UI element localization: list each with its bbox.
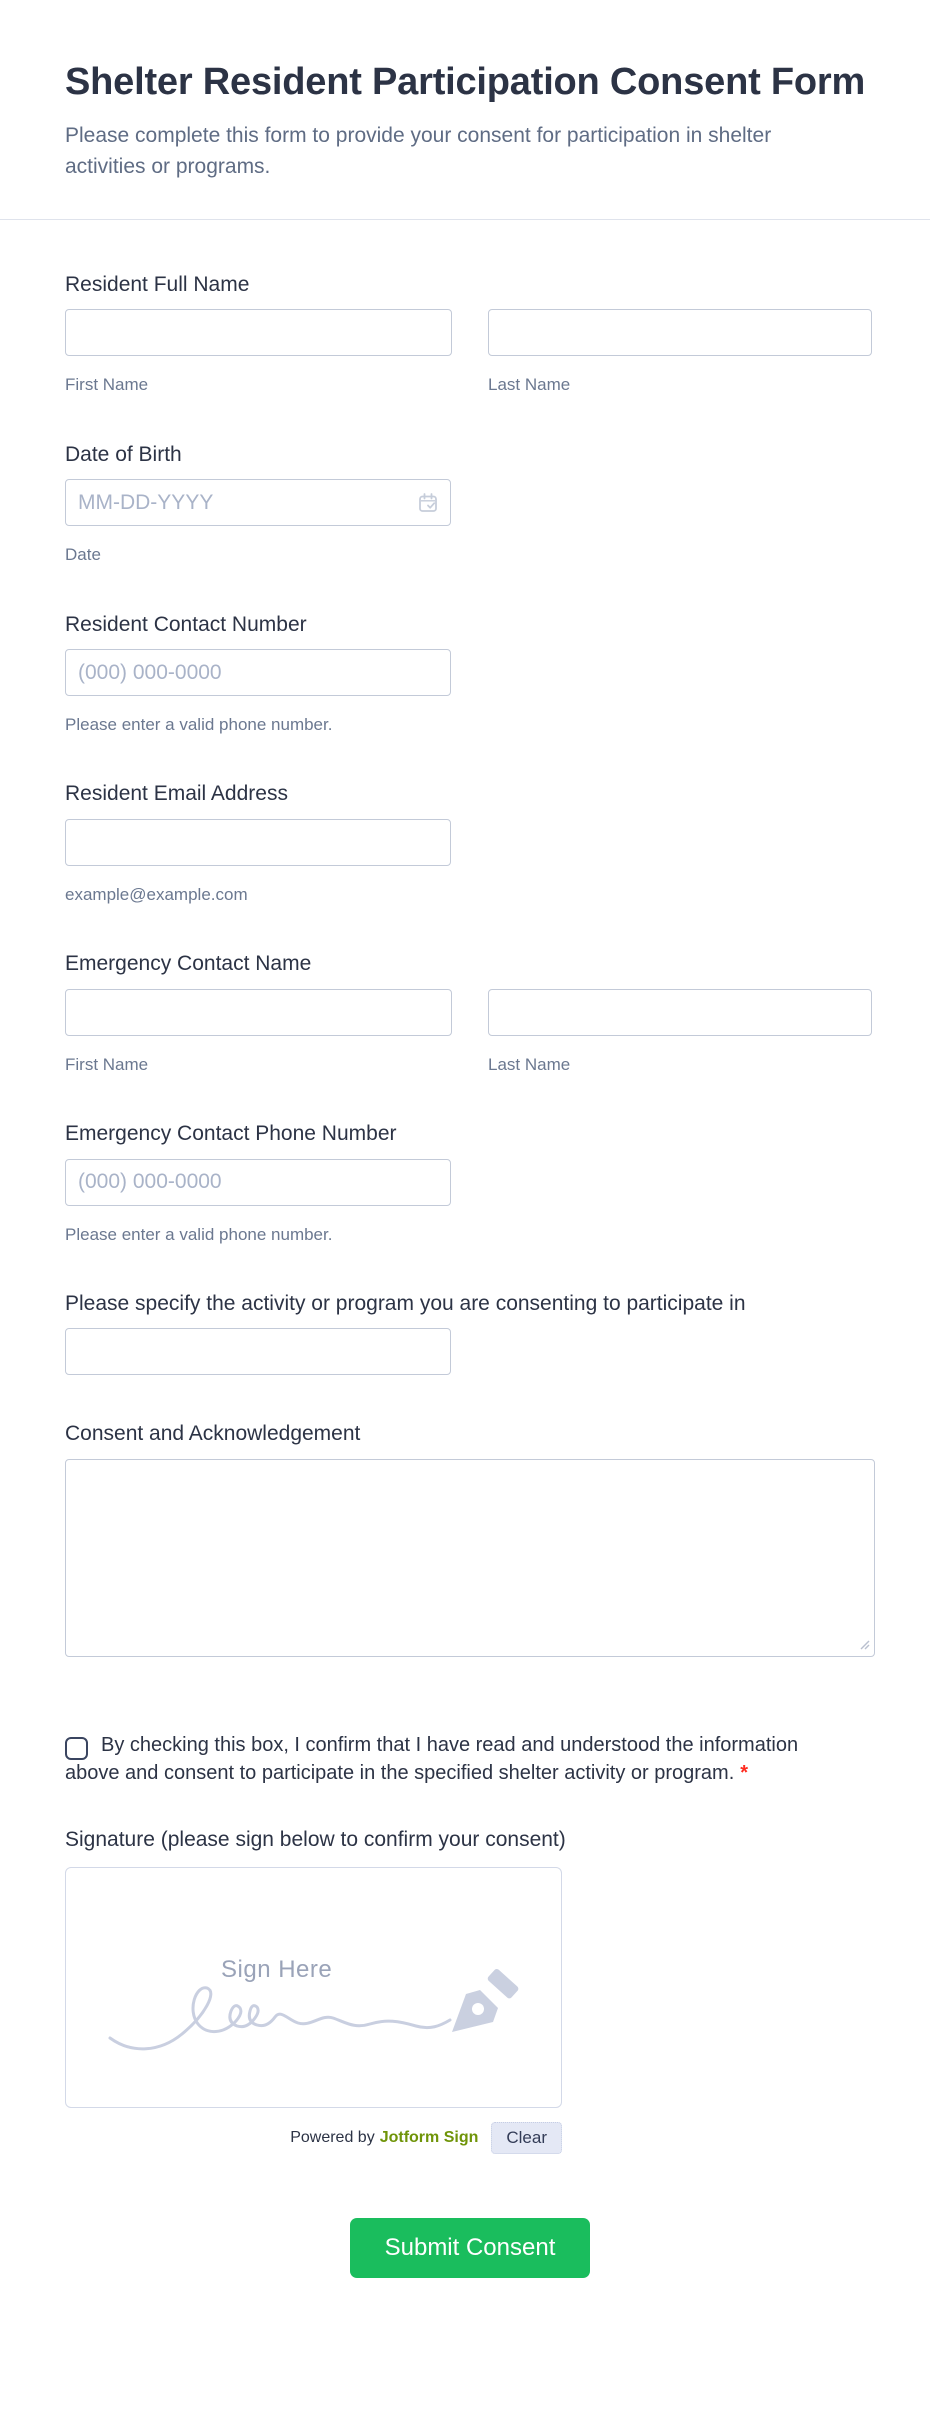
dob-sublabel: Date: [65, 545, 101, 565]
consent-ack-field: [65, 1459, 875, 1657]
form-header: [0, 0, 930, 219]
emergency-phone-label: Emergency Contact Phone Number: [65, 1122, 397, 1146]
contact-number-sublabel: Please enter a valid phone number.: [65, 715, 333, 735]
page-title: Shelter Resident Participation Consent Form: [65, 61, 866, 103]
emergency-last-name-sublabel: Last Name: [488, 1054, 571, 1074]
contact-number-label: Resident Contact Number: [65, 612, 307, 636]
resident-last-name-sublabel: Last Name: [488, 375, 571, 395]
email-label: Resident Email Address: [65, 782, 288, 806]
agreement-paragraph: [65, 1731, 831, 1787]
emergency-first-name-field: [65, 989, 452, 1075]
signature-label: Signature (please sign below to confirm your consent): [65, 1827, 566, 1851]
dob-label: Date of Birth: [65, 442, 182, 466]
signature-pad[interactable]: [65, 1867, 562, 2108]
resident-first-name-sublabel: First Name: [65, 375, 149, 395]
signature-footer: [65, 2122, 562, 2154]
agreement-checkbox[interactable]: [65, 1737, 88, 1760]
powered-by-text: [290, 2129, 478, 2147]
dob-input[interactable]: [65, 479, 451, 526]
sign-here-placeholder: Sign Here: [221, 1956, 333, 1984]
emergency-first-name-sublabel: First Name: [65, 1054, 149, 1074]
resident-last-name-input[interactable]: [488, 309, 872, 356]
question-consent-acknowledgement: [65, 1419, 875, 1656]
emergency-last-name-input[interactable]: [488, 989, 872, 1036]
dob-field: [65, 479, 451, 526]
consent-ack-label: Consent and Acknowledgement: [65, 1422, 361, 1446]
agreement-text: By checking this box, I confirm that I have read and understood the information above and consent to participate in the specified shelter activity or program.: [65, 1733, 799, 1784]
question-signature: [65, 1825, 875, 2154]
resident-name-label: Resident Full Name: [65, 272, 250, 296]
emergency-name-label: Emergency Contact Name: [65, 952, 312, 976]
question-emergency-name: [65, 949, 875, 1075]
submit-row: [65, 2218, 875, 2278]
emergency-phone-sublabel: Please enter a valid phone number.: [65, 1224, 333, 1244]
question-date-of-birth: [65, 440, 875, 566]
form-body: [0, 220, 930, 2278]
emergency-first-name-input[interactable]: [65, 989, 452, 1036]
emergency-last-name-field: [488, 989, 872, 1075]
activity-input[interactable]: [65, 1328, 451, 1375]
activity-label: Please specify the activity or program you are consenting to participate in: [65, 1291, 746, 1315]
question-agreement: [65, 1731, 875, 1787]
calendar-check-icon[interactable]: [417, 492, 439, 514]
consent-ack-textarea[interactable]: [65, 1459, 875, 1657]
resident-first-name-field: [65, 309, 452, 395]
pen-nib-icon: [452, 1968, 520, 2032]
resident-first-name-input[interactable]: [65, 309, 452, 356]
submit-consent-button[interactable]: Submit Consent: [350, 2218, 591, 2278]
signature-squiggle: [104, 1946, 524, 2066]
email-sublabel: example@example.com: [65, 884, 248, 904]
clear-signature-button[interactable]: Clear: [491, 2122, 562, 2154]
emergency-name-row: [65, 989, 875, 1075]
jotform-sign-brand: Jotform Sign: [379, 2129, 479, 2147]
page-subtitle: Please complete this form to provide your consent for participation in shelter activities or programs.: [65, 123, 772, 179]
question-contact-number: [65, 610, 875, 736]
emergency-phone-input[interactable]: [65, 1159, 451, 1206]
resident-name-row: [65, 309, 875, 395]
required-asterisk: *: [740, 1761, 749, 1784]
question-emergency-phone: [65, 1119, 875, 1245]
resident-last-name-field: [488, 309, 872, 395]
contact-number-input[interactable]: [65, 649, 451, 696]
powered-by-prefix: Powered by: [290, 2129, 375, 2147]
question-activity: [65, 1289, 875, 1375]
question-resident-name: [65, 270, 875, 396]
question-email: [65, 779, 875, 905]
email-input[interactable]: [65, 819, 451, 866]
